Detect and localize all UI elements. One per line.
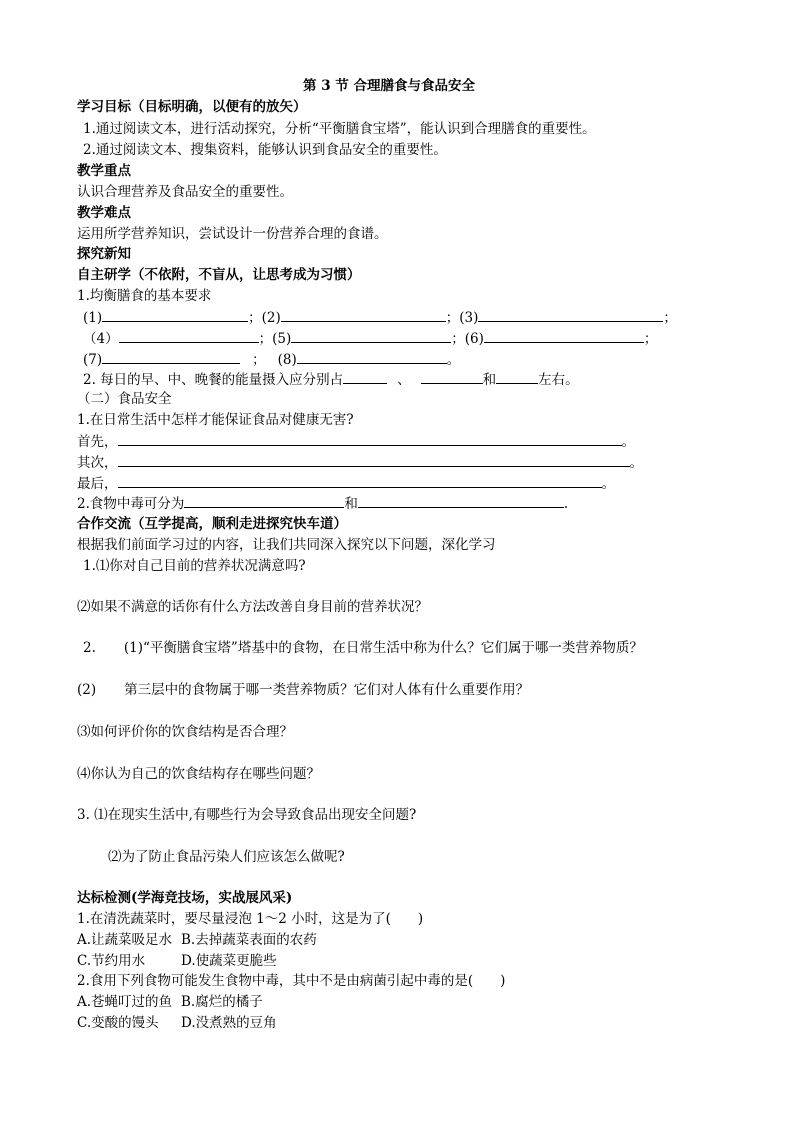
coop-question: ⑶如何评价你的饮食结构是否合理？ [77,724,293,740]
coop-question: 3. ⑴在现实生活中,有哪些行为会导致食品出现安全问题? [77,807,417,823]
option-d[interactable]: D.使蔬菜更脆些 [181,953,277,969]
blank-label: ； [663,310,677,326]
answer-blank[interactable] [291,329,451,343]
answer-blank[interactable] [119,329,259,343]
period: 。 [601,476,615,492]
last-line [77,474,615,493]
answer-blank[interactable] [184,494,344,508]
option-b[interactable]: B.去掉蔬菜表面的农药 [181,932,317,948]
meal-energy-sep: 、 [397,372,411,388]
coop-question [83,639,643,657]
second-line [77,453,643,472]
answer-blank[interactable] [343,370,387,384]
coop-question: ⑵如果不满意的话你有什么方法改善自身目前的营养状况？ [77,599,428,615]
blank-label: ； [252,352,266,368]
option-row [77,931,317,949]
blank-label: (1) [83,310,103,326]
poison-end: . [563,496,569,512]
question-number: 2. [83,640,96,656]
food-safety-question: 1.在日常生活中怎样才能保证食品对健康无害? [77,412,354,428]
option-row [77,1014,277,1032]
answer-blank[interactable] [478,308,663,322]
poison-text: 2.食物中毒可分为 [77,496,185,512]
question-meal-energy [83,370,579,389]
blank-row [83,350,460,369]
coop-question [77,681,529,699]
self-study-heading: 自主研学（不依附，不盲从，让思考成为习惯） [77,267,361,283]
meal-energy-and: 和 [482,372,497,388]
meal-energy-end: 左右。 [538,372,579,388]
first-line [77,432,635,451]
coop-intro: 根据我们前面学习过的内容，让我们共同深入探究以下问题，深化学习 [77,537,496,553]
coop-question: ⑷你认为自己的饮食结构存在哪些问题？ [77,766,320,782]
second-label: 其次， [77,455,118,471]
coop-question: ⑵为了防止食品污染人们应该怎么做呢? [108,849,345,865]
page-title: 第 3 节 合理膳食与食品安全 [303,78,475,94]
food-safety-section: （二）食品安全 [77,391,172,407]
test-question: 2.食用下列食物可能发生食物中毒，其中不是由病菌引起中毒的是( ) [77,973,506,989]
meal-energy-text: 2. 每日的早、中、晚餐的能量摄入应分别占 [83,372,344,388]
blank-label: ；(6) [451,331,484,347]
answer-blank[interactable] [358,494,564,508]
blank-label: ；(2) [248,310,281,326]
last-label: 最后， [77,476,118,492]
question-text: (1)“平衡膳食宝塔”塔基中的食物，在日常生活中称为什么？它们属于哪一类营养物质？ [123,640,643,656]
period: 。 [629,455,643,471]
answer-blank[interactable] [118,432,622,446]
answer-blank[interactable] [102,308,248,322]
difficulty-heading: 教学难点 [77,205,131,221]
option-d[interactable]: D.没煮熟的豆角 [181,1015,277,1031]
answer-blank[interactable] [421,370,483,384]
blank-label: ；(3) [445,310,479,326]
blank-label: (8) [277,352,297,368]
option-row [77,993,263,1011]
goal-item: 2.通过阅读文本、搜集资料，能够认识到食品安全的重要性。 [83,142,447,158]
key-point-heading: 教学重点 [77,163,131,179]
blank-label: (7) [83,352,103,368]
key-point-text: 认识合理营养及食品安全的重要性。 [77,184,293,200]
answer-blank[interactable] [297,350,447,364]
blank-row [83,308,677,327]
test-question: 1.在清洗蔬菜时，要尽量浸泡 1～2 小时，这是为了( ) [77,911,424,927]
blank-label: 。 [446,352,461,368]
answer-blank[interactable] [102,350,240,364]
test-heading: 达标检测(学海竞技场，实战展风采) [77,890,293,906]
answer-blank[interactable] [281,308,446,322]
option-a[interactable]: A.让蔬菜吸足水 [77,932,173,948]
option-c[interactable]: C.节约用水 [77,953,146,969]
coop-heading: 合作交流（互学提高，顺利走进探究快车道） [77,516,347,532]
blank-label: ； [643,331,658,347]
goal-item: 1.通过阅读文本，进行活动探究，分析“平衡膳食宝塔”，能认识到合理膳食的重要性。 [83,121,596,137]
blank-row [83,329,657,348]
option-row [77,952,277,970]
food-poisoning-question [77,494,568,513]
poison-and: 和 [344,496,358,512]
question-text: 第三层中的食物属于哪一类营养物质？它们对人体有什么重要作用？ [124,682,530,698]
answer-blank[interactable] [496,370,538,384]
question-balanced-diet: 1.均衡膳食的基本要求 [77,288,212,304]
first-label: 首先， [77,434,118,450]
question-number: (2) [77,682,97,698]
blank-label: （4） [83,331,119,347]
answer-blank[interactable] [484,329,644,343]
coop-question: 1.⑴你对自己目前的营养状况满意吗? [83,558,306,574]
blank-label: ；(5) [258,331,292,347]
answer-blank[interactable] [118,474,602,488]
period: 。 [621,434,635,450]
answer-blank[interactable] [118,453,630,467]
option-b[interactable]: B.腐烂的橘子 [181,994,263,1010]
option-a[interactable]: A.苍蝇叮过的鱼 [77,994,173,1010]
difficulty-text: 运用所学营养知识，尝试设计一份营养合理的食谱。 [77,226,388,242]
explore-heading: 探究新知 [77,246,131,262]
goals-heading: 学习目标（目标明确，以便有的放矢） [77,99,307,115]
option-c[interactable]: C.变酸的馒头 [77,1015,159,1031]
